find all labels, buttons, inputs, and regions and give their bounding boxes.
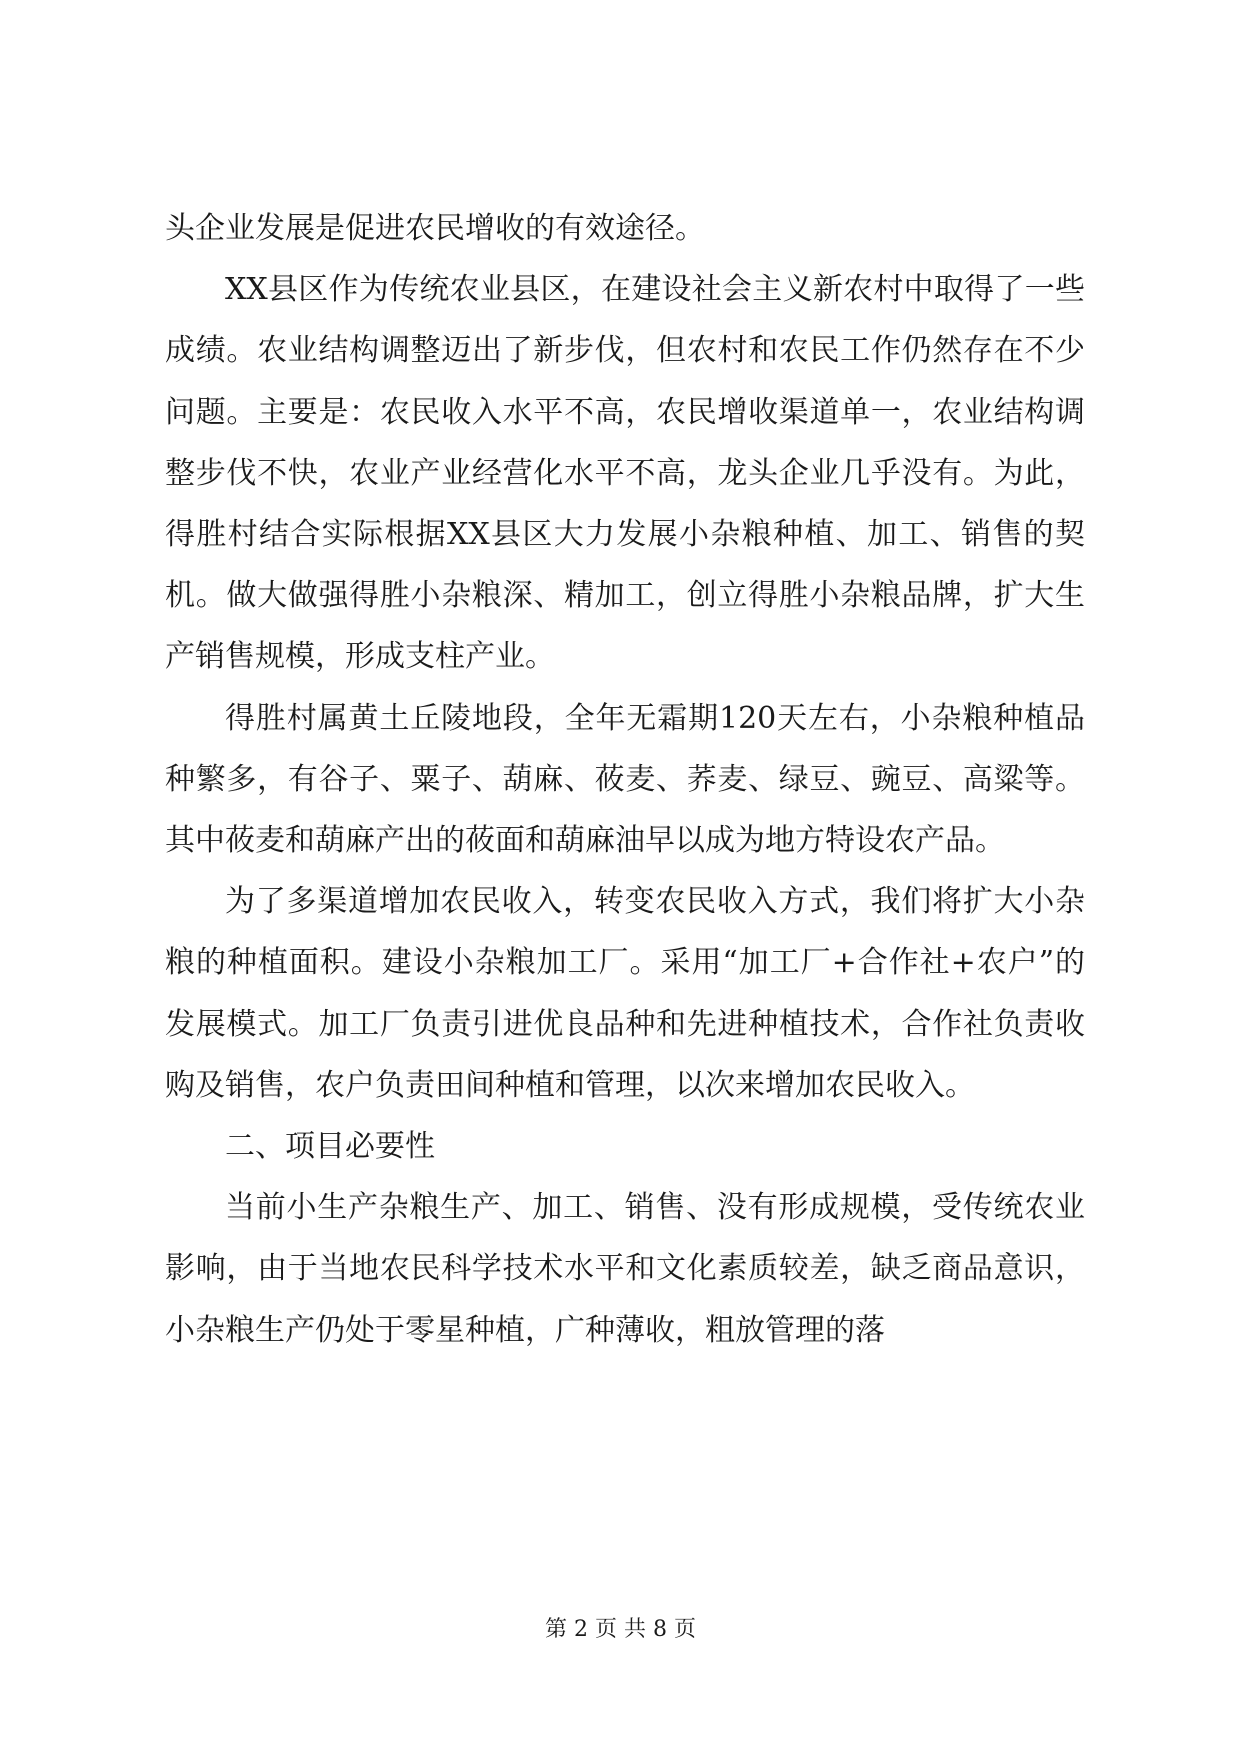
- paragraph-necessity: 当前小生产杂粮生产、加工、销售、没有形成规模，受传统农业影响，由于当地农民科学技术水平和文化素质较差，缺乏商品意识，小杂粮生产仍处于零星种植，广种薄收，粗放管理的落: [165, 1190, 1085, 1348]
- paragraph-background: XX县区作为传统农业县区，在建设社会主义新农村中取得了一些成绩。农业结构调整迈出了新步伐，但农村和农民工作仍然存在不少问题。主要是：农民收入水平不高，农民增收渠道单一，农业结构调整步伐不快，农业产业经营化水平不高，龙头企业几乎没有。为此，得胜村结合实际根据XX县区大力发展小杂粮种植、加工、销售的契机。做大做强得胜小杂粮深、精加工，创立得胜小杂粮品牌，扩大生产销售规模，形成支柱产业。: [165, 272, 1085, 675]
- page-number-footer: 第 2 页 共 8 页: [545, 1617, 696, 1642]
- paragraph-village-profile: 得胜村属黄土丘陵地段，全年无霜期120天左右，小杂粮种植品种繁多，有谷子、粟子、葫麻、莜麦、荞麦、绿豆、豌豆、高粱等。其中莜麦和葫麻产出的莜面和葫麻油早以成为地方特设农产品。: [165, 700, 1085, 859]
- paragraph-continuation: 头企业发展是促进农民增收的有效途径。: [165, 211, 705, 246]
- paragraph-development-model: 为了多渠道增加农民收入，转变农民收入方式，我们将扩大小杂粮的种植面积。建设小杂粮加工厂。采用“加工厂+合作社+农户”的发展模式。加工厂负责引进优良品种和先进种植技术，合作社负责收购及销售，农户负责田间种植和管理，以次来增加农民收入。: [165, 884, 1085, 1103]
- section-heading-necessity: 二、项目必要性: [225, 1129, 435, 1165]
- document-body: [165, 198, 1085, 1361]
